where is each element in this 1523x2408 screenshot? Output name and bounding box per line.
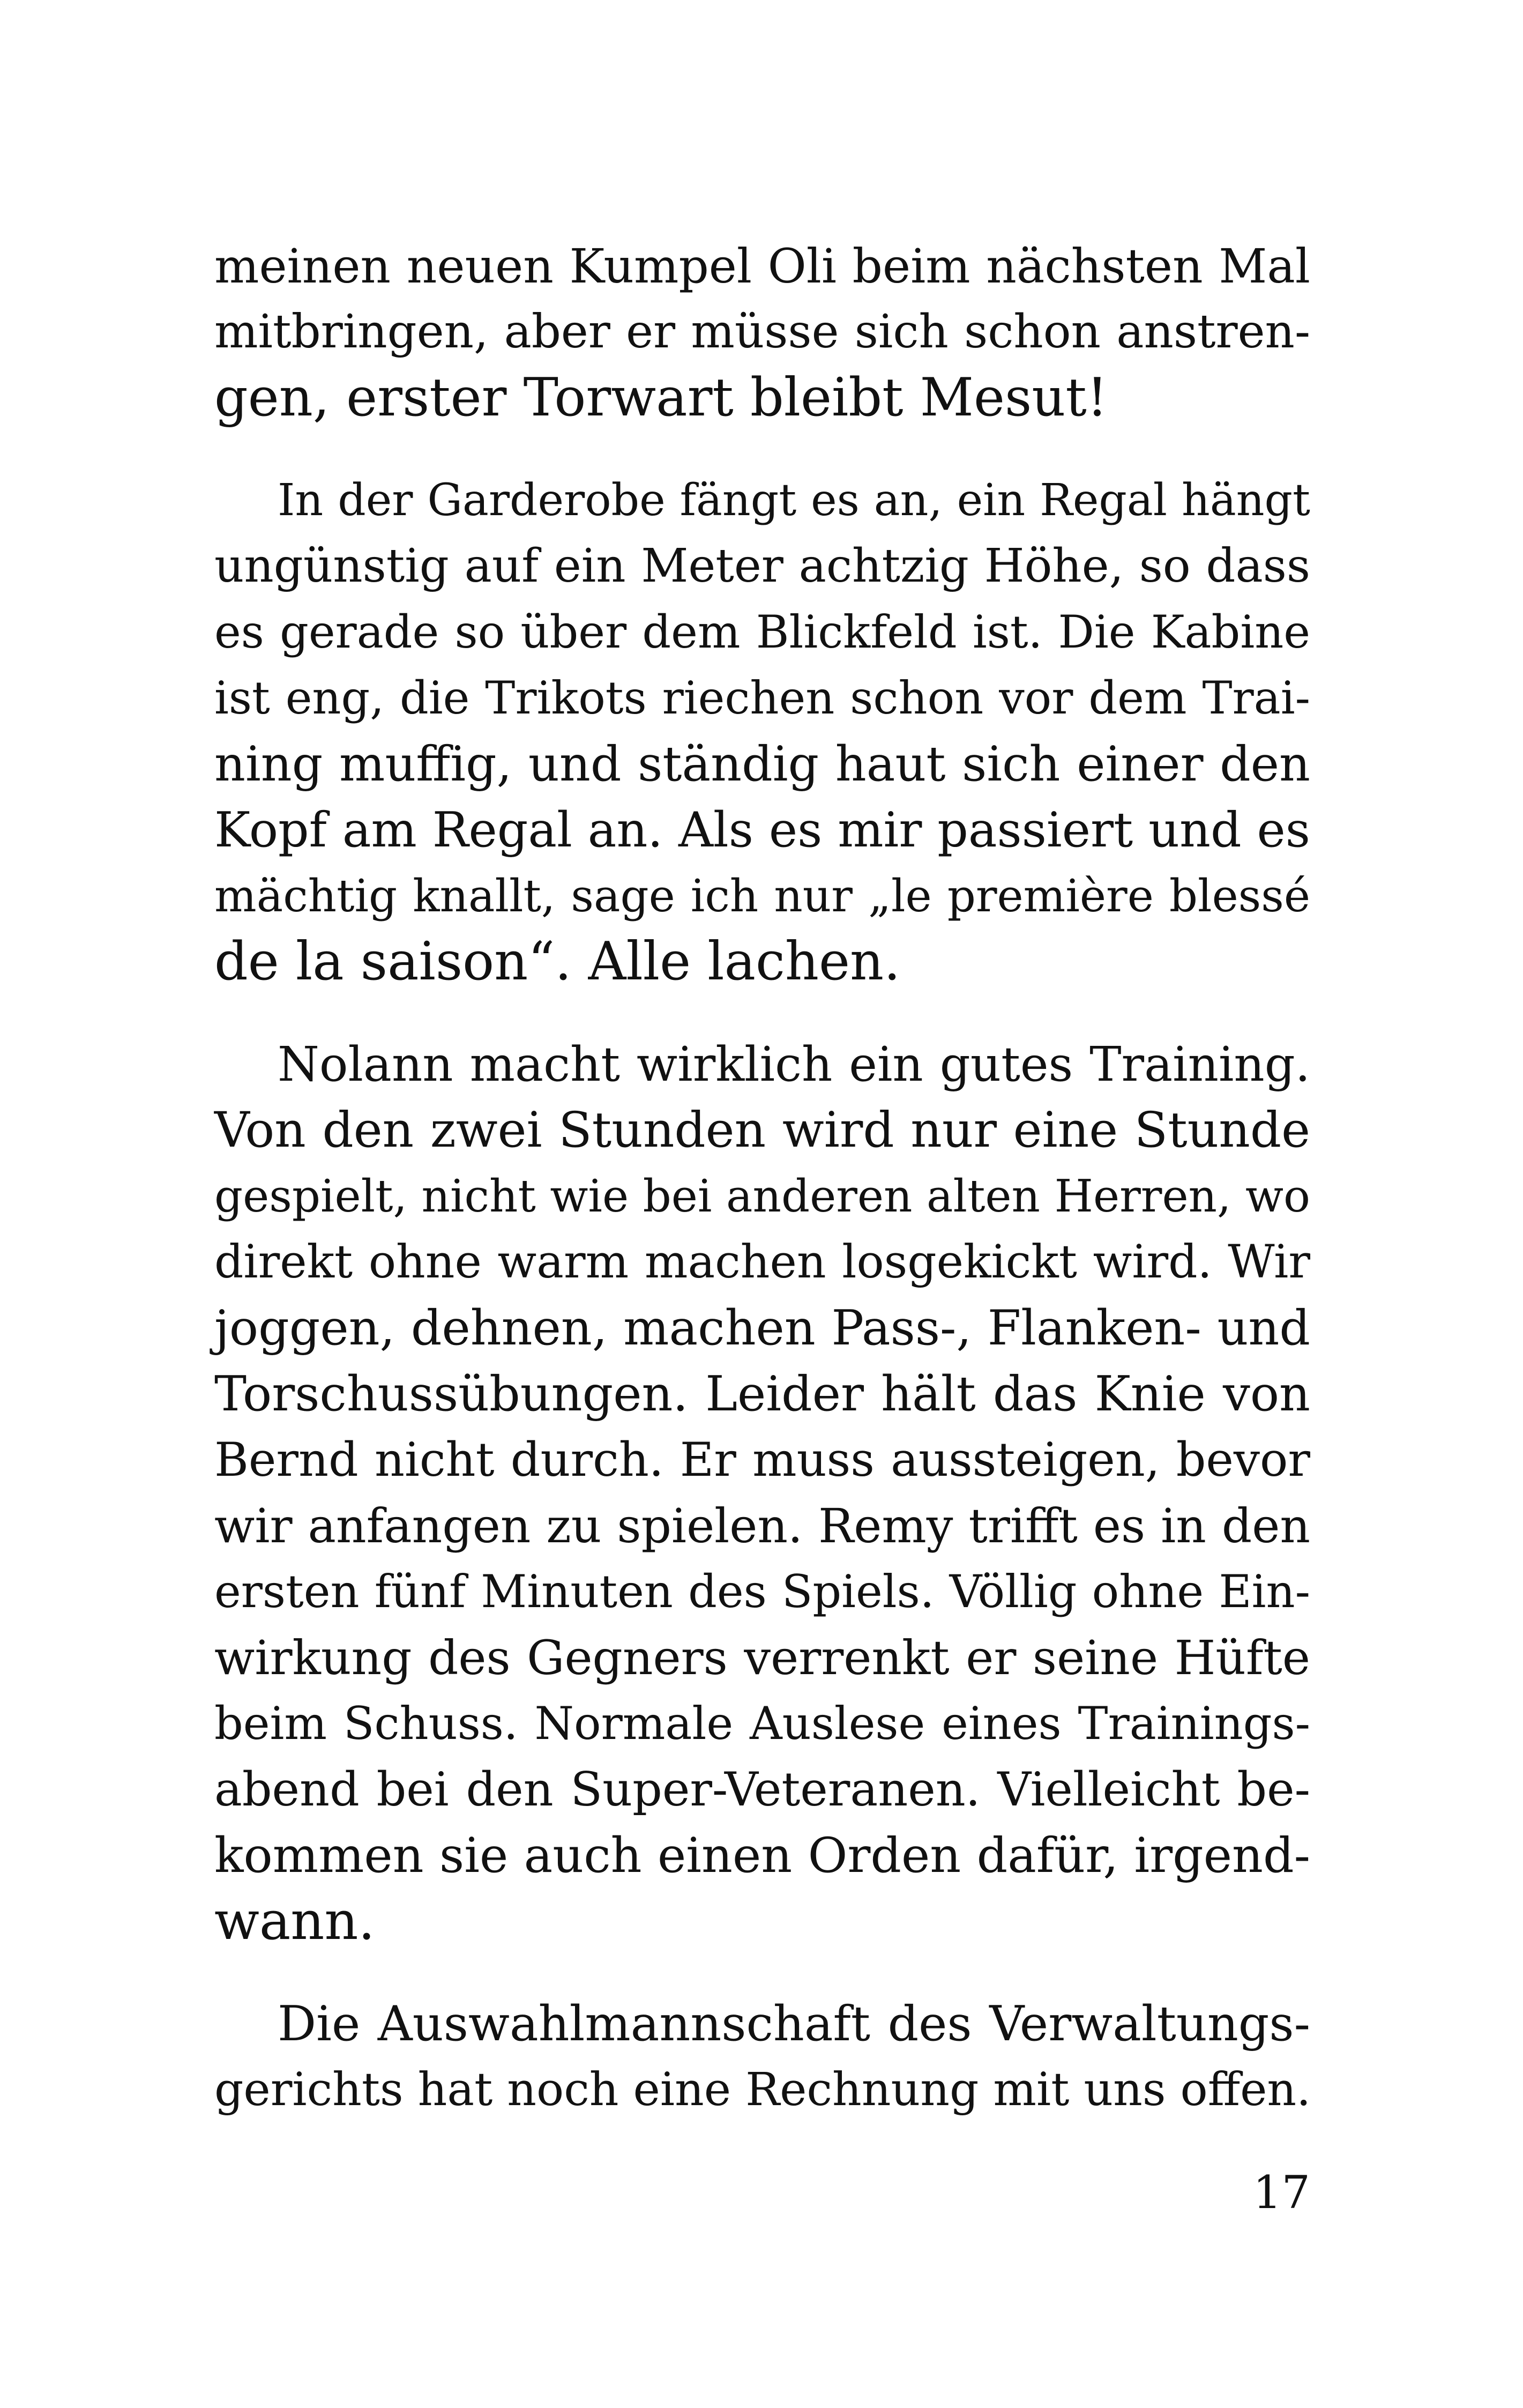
- text-line: joggen, dehnen, machen Pass-, Flanken- und: [214, 1300, 1310, 1356]
- text-line: Kopf am Regal an. Als es mir passiert und es: [214, 802, 1310, 858]
- text-line: ning muffig, und ständig haut sich einer den: [214, 736, 1310, 792]
- text-line: wirkung des Gegners verrenkt er seine Hüfte: [214, 1630, 1310, 1685]
- text-line: Nolann macht wirklich ein gutes Training.: [278, 1036, 1310, 1092]
- text-line: gespielt, nicht wie bei anderen alten Herren, wo: [214, 1170, 1310, 1222]
- text-line: Bernd nicht durch. Er muss aussteigen, bevor: [214, 1432, 1310, 1487]
- text-line: Torschussübungen. Leider hält das Knie von: [214, 1366, 1310, 1422]
- text-line: es gerade so über dem Blickfeld ist. Die Kabine: [214, 606, 1310, 658]
- text-line: gerichts hat noch eine Rechnung mit uns offen.: [214, 2063, 1311, 2116]
- text-line: wir anfangen zu spielen. Remy trifft es in den: [214, 1498, 1310, 1554]
- text-line: mitbringen, aber er müsse sich schon anstren-: [214, 305, 1310, 359]
- text-line: meinen neuen Kumpel Oli beim nächsten Mal: [214, 239, 1310, 294]
- text-line: mächtig knallt, sage ich nur „le première blessé: [214, 870, 1310, 922]
- text-line: wann.: [214, 1891, 375, 1952]
- text-line: ersten fünf Minuten des Spiels. Völlig ohne Ein-: [214, 1565, 1310, 1618]
- paragraph-2: [214, 467, 1310, 995]
- text-line: de la saison“. Alle lachen.: [214, 931, 901, 992]
- paragraph-1: [214, 233, 1310, 431]
- text-line: In der Garderobe fängt es an, ein Regal hängt: [278, 475, 1310, 526]
- page-number: 17: [1253, 2166, 1310, 2219]
- text-line: ist eng, die Trikots riechen schon vor dem Trai-: [214, 672, 1310, 724]
- paragraph-4: [214, 1991, 1310, 2123]
- text-line: abend bei den Super-Veteranen. Vielleicht be-: [214, 1762, 1310, 1817]
- body-text: [214, 233, 1310, 2159]
- text-line: beim Schuss. Normale Auslese eines Trainings-: [214, 1697, 1310, 1750]
- text-line: Die Auswahlmannschaft des Verwaltungs-: [278, 1996, 1310, 2052]
- text-line: ungünstig auf ein Meter achtzig Höhe, so dass: [214, 539, 1310, 593]
- text-line: kommen sie auch einen Orden dafür, irgend-: [214, 1827, 1310, 1884]
- text-line: direkt ohne warm machen losgekickt wird. Wir: [214, 1236, 1310, 1289]
- paragraph-3: [214, 1031, 1310, 1954]
- text-line: Von den zwei Stunden wird nur eine Stunde: [214, 1102, 1310, 1158]
- text-line: gen, erster Torwart bleibt Mesut!: [214, 367, 1108, 428]
